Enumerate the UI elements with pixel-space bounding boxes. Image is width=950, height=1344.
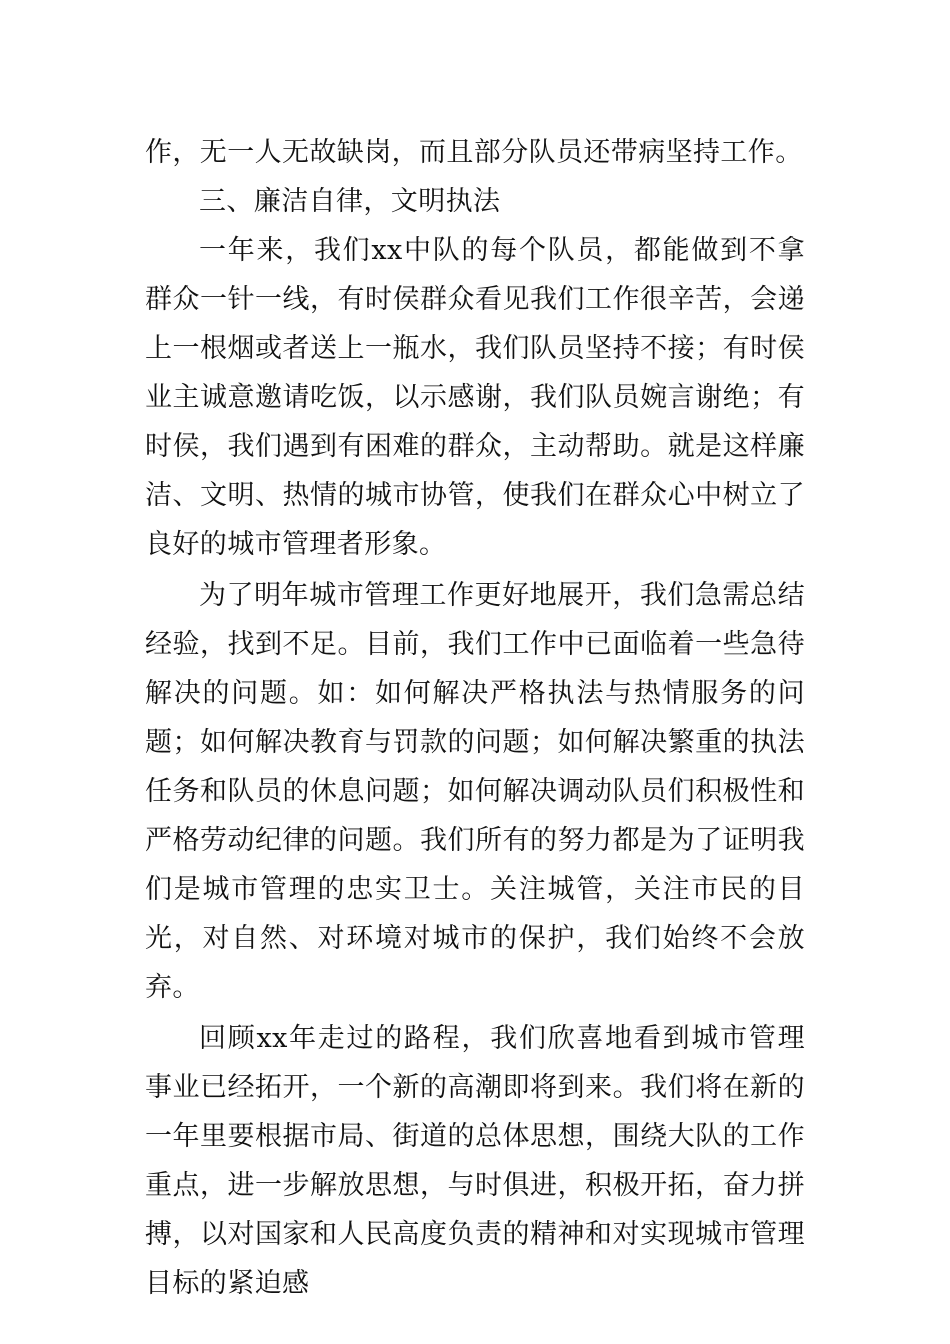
paragraph: 回顾xx年走过的路程，我们欣喜地看到城市管理事业已经拓开，一个新的高潮即将到来。我们将在新的一年里要根据市局、街道的总体思想，围绕大队的工作重点，进一步解放思想，与时俱进，积极开拓，奋力拼搏，以对国家和人民高度负责的精神和对实现城市管理目标的紧迫感	[145, 1023, 805, 1299]
paragraph: 一年来，我们xx中队的每个队员，都能做到不拿群众一针一线，有时侯群众看见我们工作很辛苦，会递上一根烟或者送上一瓶水，我们队员坚持不接；有时侯业主诚意邀请吃饭，以示感谢，我们队员婉言谢绝；有时侯，我们遇到有困难的群众，主动帮助。就是这样廉洁、文明、热情的城市协管，使我们在群众心中树立了良好的城市管理者形象。	[145, 235, 805, 560]
paragraph-continuation: 作，无一人无故缺岗，而且部分队员还带病坚持工作。	[145, 137, 803, 168]
section-heading: 三、廉洁自律，文明执法	[199, 186, 501, 217]
document-body	[145, 128, 805, 1308]
paragraph: 为了明年城市管理工作更好地展开，我们急需总结经验，找到不足。目前，我们工作中已面临着一些急待解决的问题。如：如何解决严格执法与热情服务的问题；如何解决教育与罚款的问题；如何解决繁重的执法任务和队员的休息问题；如何解决调动队员们积极性和严格劳动纪律的问题。我们所有的努力都是为了证明我们是城市管理的忠实卫士。关注城管，关注市民的目光，对自然、对环境对城市的保护，我们始终不会放弃。	[145, 580, 805, 1003]
